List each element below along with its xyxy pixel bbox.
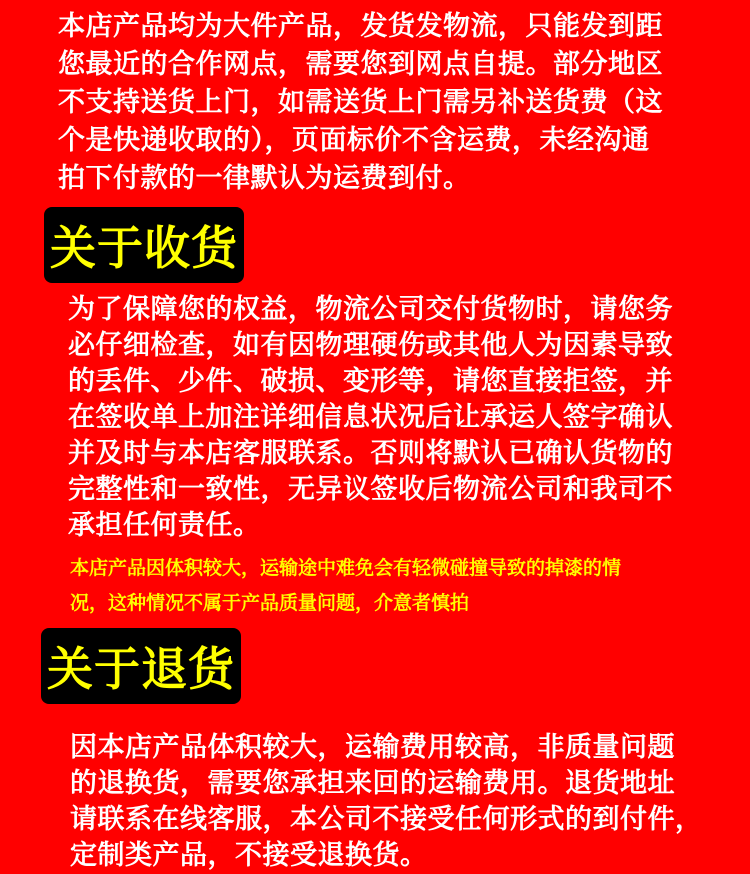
receiving-heading: 关于收货 [50, 221, 238, 275]
shipping-policy-text: 本店产品均为大件产品，发货发物流，只能发到距 您最近的合作网点，需要您到网点自提。部分地区 不支持送货上门，如需送货上门需另补送货费（这 个是快递收取的），页面标价不含运费，未经沟通 拍下付款的一律默认为运费到付。 [58, 11, 663, 194]
returns-heading-box [41, 628, 241, 704]
returns-policy-text: 因本店产品体积较大，运输费用较高，非质量问题 的退换货，需要您承担来回的运输费用。退货地址 请联系在线客服，本公司不接受任何形式的到付件， 定制类产品，不接受退换货。 [70, 732, 703, 871]
paint-damage-notice: 本店产品因体积较大，运输途中难免会有轻微碰撞导致的掉漆的情 况，这种情况不属于产品质量问题，介意者慎拍 [70, 557, 622, 614]
returns-heading: 关于退货 [47, 642, 235, 696]
receiving-policy-text: 为了保障您的权益，物流公司交付货物时，请您务 必仔细检查，如有因物理硬伤或其他人为因素导致 的丢件、少件、破损、变形等，请您直接拒签，并 在签收单上加注详细信息状况后让承运人签字确认 并及时与本店客服联系。否则将默认已确认货物的 完整性和一致性，无异议签收后物流公司和我司不 承担任何责任。 [68, 294, 673, 541]
receiving-heading-box [44, 207, 244, 283]
